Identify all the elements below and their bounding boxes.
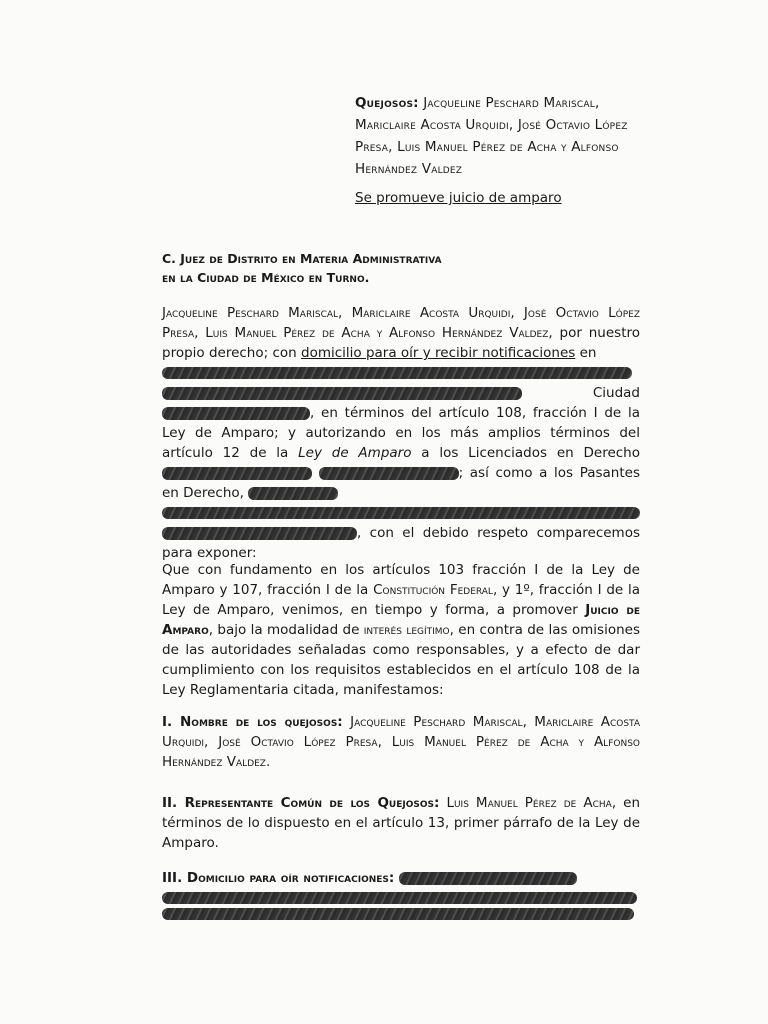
fund-text-4: , en contra de las omisiones de las autoridades señaladas como responsables, y a efecto de dar cumplimiento con los requisitos establecidos en el artículo 108 de la Ley Reglamentaria citada, manifestamos:	[162, 622, 640, 698]
ley-amparo-italic: Ley de Amparo	[298, 445, 412, 461]
redaction-bar	[162, 387, 522, 400]
addressee-line-2: en la Ciudad de México en Turno.	[162, 270, 370, 285]
section-representante	[162, 793, 640, 853]
section-3-label: III. Domicilio para oír notificaciones:	[162, 870, 395, 886]
paragraph-fundamento	[162, 560, 640, 700]
interes-legitimo: interés legítimo	[363, 622, 450, 638]
intro-text-3: Ciudad	[592, 385, 640, 401]
section-1-text: Jacqueline Peschard Mariscal, Mariclaire Acosta Urquidi, José Octavio López Presa, Luis Manuel Pérez de Acha y Alfonso Hernández Valdez.	[162, 714, 640, 770]
constitucion-federal: Constitución Federal	[373, 582, 493, 598]
redaction-bar	[162, 367, 632, 379]
intro-text-4: , en términos del artículo 108, fracción I de la Ley de Amparo; y autorizando en los más amplios términos del artículo 12 de la	[162, 405, 640, 461]
intro-text-5: a los Licenciados en Derecho	[411, 445, 641, 461]
fund-text-3: , bajo la modalidad de	[208, 622, 364, 638]
intro-text-7: , con el debido respeto comparecemos para exponer:	[162, 525, 640, 561]
section-2-label: II. Representante Común de los Quejosos:	[162, 795, 440, 811]
domicilio-phrase: domicilio para oír y recibir notificaciones	[301, 345, 576, 361]
quejosos-label: Quejosos:	[355, 95, 419, 111]
redaction-bar	[162, 527, 357, 540]
section-nombre-quejosos	[162, 712, 640, 772]
redaction-bar	[162, 407, 310, 420]
intro-names: Jacqueline Peschard Mariscal, Mariclaire Acosta Urquidi, José Octavio López Presa, Luis Manuel Pérez de Acha y Alfonso Hernández Valdez	[162, 305, 640, 341]
redaction-bar	[319, 467, 459, 480]
redaction-bar	[162, 467, 312, 480]
quejosos-header	[355, 92, 645, 180]
redaction-bar	[248, 487, 338, 500]
juicio-amparo: Juicio de Amparo	[162, 602, 640, 638]
section-1-label: I. Nombre de los quejosos:	[162, 714, 343, 730]
redaction-bar	[399, 872, 577, 885]
intro-text-2: en	[575, 345, 597, 361]
addressee	[162, 249, 622, 287]
section-2-name: Luis Manuel Pérez de Acha	[446, 795, 612, 811]
fund-text-2: , y 1º, fracción I de la Ley de Amparo, venimos, en tiempo y forma, a promover	[162, 582, 640, 618]
redaction-bar	[162, 507, 640, 519]
paragraph-intro	[162, 303, 640, 563]
redaction-bar	[162, 892, 637, 904]
redaction-bar	[162, 908, 634, 920]
quejosos-names: Jacqueline Peschard Mariscal, Mariclaire Acosta Urquidi, José Octavio López Presa, Luis Manuel Pérez de Acha y Alfonso Hernández Valdez	[355, 95, 628, 177]
intro-text-6: ; así como a los Pasantes en Derecho,	[162, 465, 640, 501]
fund-text-1: Que con fundamento en los artículos 103 fracción I de la Ley de Amparo y 107, fracción I de la	[162, 562, 640, 598]
intro-text-1: , por nuestro propio derecho; con	[162, 325, 640, 361]
addressee-line-1: C. Juez de Distrito en Materia Administrativa	[162, 251, 442, 266]
section-domicilio	[162, 868, 640, 924]
section-2-text: , en términos de lo dispuesto en el artículo 13, primer párrafo de la Ley de Amparo.	[162, 795, 641, 851]
subject-line: Se promueve juicio de amparo	[355, 190, 562, 206]
